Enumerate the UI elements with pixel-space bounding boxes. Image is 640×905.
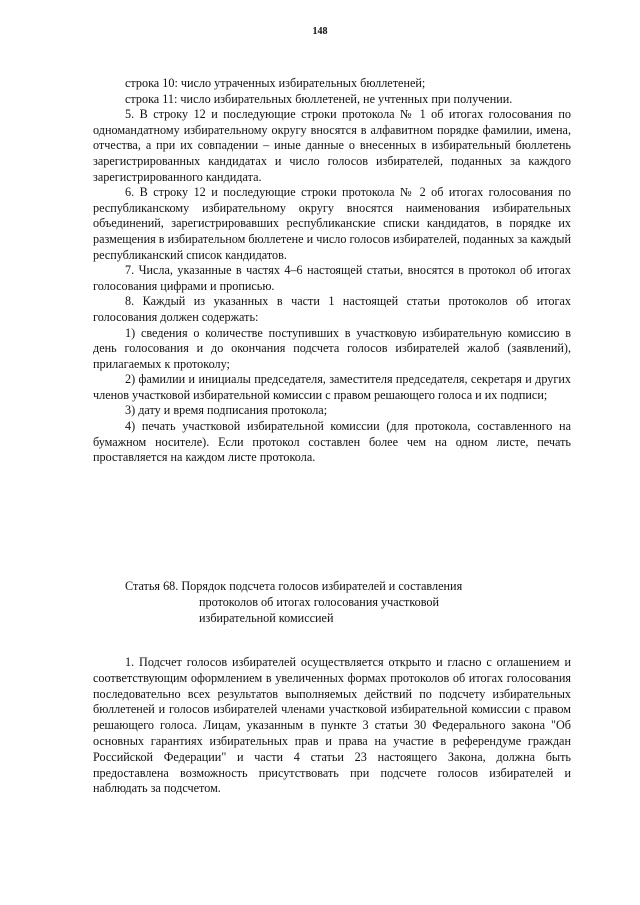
article-heading-line: избирательной комиссией [199, 611, 334, 625]
paragraph: 5. В строку 12 и последующие строки протокола № 1 об итогах голосования по одномандатному избирательному округу вносятся в алфавитном порядке фамилии, имена, отчества, а при их совпадении – иные данные о внесенных в избирательный бюллетень зарегистрированных кандидатах и число голосов избирателей, поданных за каждого зарегистрированного кандидата. [93, 107, 571, 184]
article-heading [125, 578, 545, 626]
paragraph: 1) сведения о количестве поступивших в участковую избирательную комиссию в день голосования и до окончания подсчета голосов избирателей жалоб (заявлений), прилагаемых к протоколу; [93, 325, 571, 371]
article-body [93, 655, 571, 797]
paragraph: 2) фамилии и инициалы председателя, заместителя председателя, секретаря и других членов участковой избирательной комиссии с правом решающего голоса и их подписи; [93, 372, 571, 402]
article-heading-line: протоколов об итогах голосования участковой [199, 595, 440, 609]
paragraph: 8. Каждый из указанных в части 1 настоящей статьи протоколов об итогах голосования должен содержать: [93, 294, 571, 324]
paragraph: 3) дату и время подписания протокола; [125, 403, 328, 418]
paragraph: 4) печать участковой избирательной комиссии (для протокола, составленного на бумажном носителе). Если протокол составлен более чем на одном листе, печать проставляется на каждом листе протокола. [93, 419, 571, 465]
document-body [93, 76, 571, 466]
paragraph: строка 11: число избирательных бюллетеней, не учтенных при получении. [125, 91, 513, 106]
paragraph: строка 10: число утраченных избирательных бюллетеней; [125, 76, 426, 90]
paragraph: 7. Числа, указанные в частях 4–6 настоящей статьи, вносятся в протокол об итогах голосования цифрами и прописью. [93, 263, 571, 293]
page-number: 148 [312, 26, 328, 37]
paragraph: 6. В строку 12 и последующие строки протокола № 2 об итогах голосования по республиканскому избирательному округу вносятся наименования избирательных объединений, зарегистрировавших республиканские списки кандидатов, в порядке их размещения в избирательном бюллетене и число голосов избирателей, поданных за каждый республиканский список кандидатов. [93, 185, 571, 262]
article-heading-line: Статья 68. Порядок подсчета голосов избирателей и составления [125, 579, 463, 593]
paragraph: 1. Подсчет голосов избирателей осуществляется открыто и гласно с оглашением и соответствующим оформлением в увеличенных формах протоколов об итогах голосования последовательно всех результатов выполняемых действий по подсчету избирательных бюллетеней и голосов избирателей членами участковой избирательной комиссии с правом решающего голоса. Лицам, указанным в пункте 3 статьи 30 Федерального закона "Об основных гарантиях избирательных прав и права на участие в референдуме граждан Российской Федерации" и части 4 статьи 23 настоящего Закона, должна быть предоставлена возможность присутствовать при подсчете голосов избирателей и наблюдать за подсчетом. [93, 655, 571, 796]
